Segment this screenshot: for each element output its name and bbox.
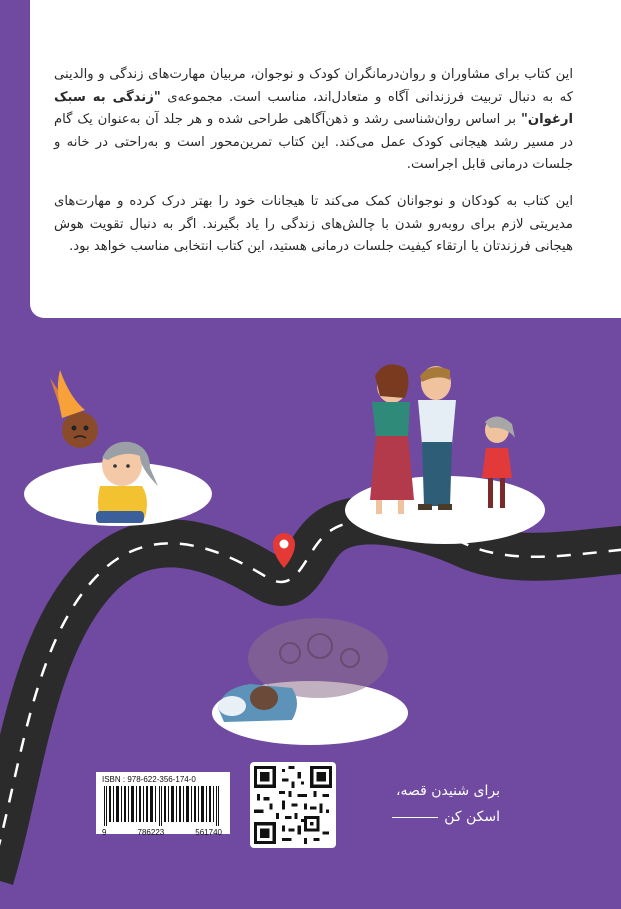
barcode-digits-right: 561740: [195, 828, 222, 837]
father-figure: [418, 366, 456, 510]
scan-prompt-line-1: برای شنیدن قصه،: [395, 783, 500, 799]
arrow-line-icon: [392, 817, 438, 818]
barcode-icon: [102, 786, 222, 826]
scan-prompt: [350, 778, 500, 830]
scan-prompt-label: اسکن کن: [444, 809, 500, 825]
isbn-barcode: [96, 772, 230, 837]
series-title: "زندگی به سبک ارغوان": [54, 89, 573, 128]
mother-figure: [370, 364, 414, 514]
isbn-label: ISBN : 978-622-356-174-0: [102, 775, 196, 784]
description-panel: [30, 0, 621, 318]
sad-child-platform: [24, 370, 212, 526]
family-platform: [345, 364, 545, 544]
barcode-digits-left: 786223: [137, 828, 165, 837]
scan-prompt-line-2: [350, 804, 500, 830]
qr-code[interactable]: [250, 762, 336, 848]
sleeping-child-platform: [212, 618, 408, 745]
qr-code-icon: [254, 766, 332, 844]
angry-meteor-icon: [50, 370, 98, 448]
description-paragraph-2: این کتاب به کودکان و نوجوانان کمک می‌کند تا هیجانات خود را بهتر درک کرده و مهارت‌های مدیریتی لازم برای روبه‌رو شدن با چالش‌های زندگی را یاد بگیرند. اگر به دنبال تقویت هوش هیجانی فرزندتان یا ارتقاء کیفیت جلسات درمانی هستید، این کتاب انتخابی مناسب خواهد بود.: [54, 193, 573, 255]
description-text: این کتاب برای مشاوران و روان‌درمانگران کودک و نوجوان، مربیان مهارت‌های زندگی و والدینی که به دنبال تربیت فرزندانی آگاه و متعادل‌اند، مناسب است. مجموعه‌ی: [54, 67, 573, 105]
description-paragraph-1: [54, 64, 573, 177]
barcode-digit-prefix: 9: [102, 828, 107, 837]
description-text: بر اساس روان‌شناسی رشد و ذهن‌آگاهی طراحی شده و هر جلد آن به‌عنوان یک گام در مسیر رشد هیجانی کودک عمل می‌کند. این کتاب تمرین‌محور است و به‌راحتی در خانه و جلسات درمانی قابل اجراست.: [54, 112, 573, 173]
barcode-digits: [102, 828, 222, 837]
